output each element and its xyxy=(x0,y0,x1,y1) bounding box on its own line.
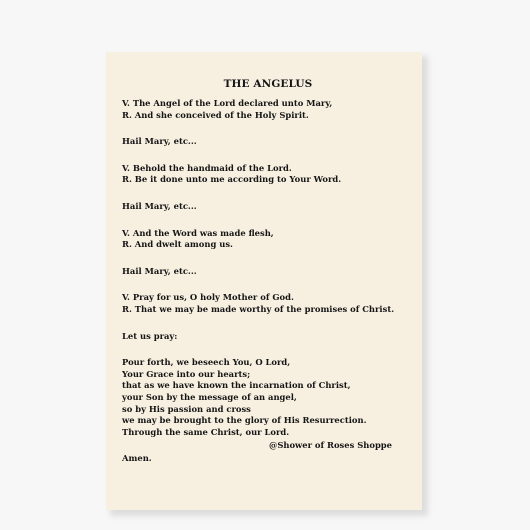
prayer-line: V. Behold the handmaid of the Lord. xyxy=(122,162,292,173)
prayer-line: Your Grace into our hearts; xyxy=(122,368,251,379)
prayer-title: THE ANGELUS xyxy=(223,78,313,90)
prayer-line: R. And she conceived of the Holy Spirit. xyxy=(122,109,309,120)
prayer-line: R. Be it done unto me according to Your Word. xyxy=(122,174,342,185)
prayer-line: so by His passion and cross xyxy=(122,403,251,414)
prayer-line: Hail Mary, etc... xyxy=(122,265,197,276)
prayer-line: V. And the Word was made flesh, xyxy=(122,227,274,238)
prayer-line: Hail Mary, etc... xyxy=(122,136,197,147)
prayer-line: Through the same Christ, our Lord. xyxy=(122,426,290,437)
prayer-line: Hail Mary, etc... xyxy=(122,200,197,211)
prayer-line: Let us pray: xyxy=(122,330,178,341)
prayer-line: that as we have known the incarnation of Christ, xyxy=(122,380,351,391)
stanza-6 xyxy=(122,266,406,278)
stanza-1 xyxy=(122,98,406,121)
prayer-line: R. That we may be made worthy of the promises of Christ. xyxy=(122,303,395,314)
prayer-line: we may be brought to the glory of His Resurrection. xyxy=(122,415,367,426)
stanza-2 xyxy=(122,136,406,148)
prayer-line: Amen. xyxy=(122,453,152,464)
stanza-4 xyxy=(122,201,406,213)
shop-credit: @Shower of Roses Shoppe xyxy=(268,440,392,450)
stanza-9 xyxy=(122,357,406,438)
prayer-card xyxy=(106,52,422,510)
stanza-8 xyxy=(122,331,406,343)
prayer-line: Pour forth, we beseech You, O Lord, xyxy=(122,357,291,368)
prayer-line: your Son by the message of an angel, xyxy=(122,391,297,402)
prayer-line: V. The Angel of the Lord declared unto Mary, xyxy=(122,98,333,108)
stanza-5 xyxy=(122,228,406,251)
prayer-line: R. And dwelt among us. xyxy=(122,239,233,250)
stanza-3 xyxy=(122,163,406,186)
prayer-line: V. Pray for us, O holy Mother of God. xyxy=(122,292,294,303)
stanza-7 xyxy=(122,292,406,315)
stanza-10 xyxy=(122,453,406,465)
